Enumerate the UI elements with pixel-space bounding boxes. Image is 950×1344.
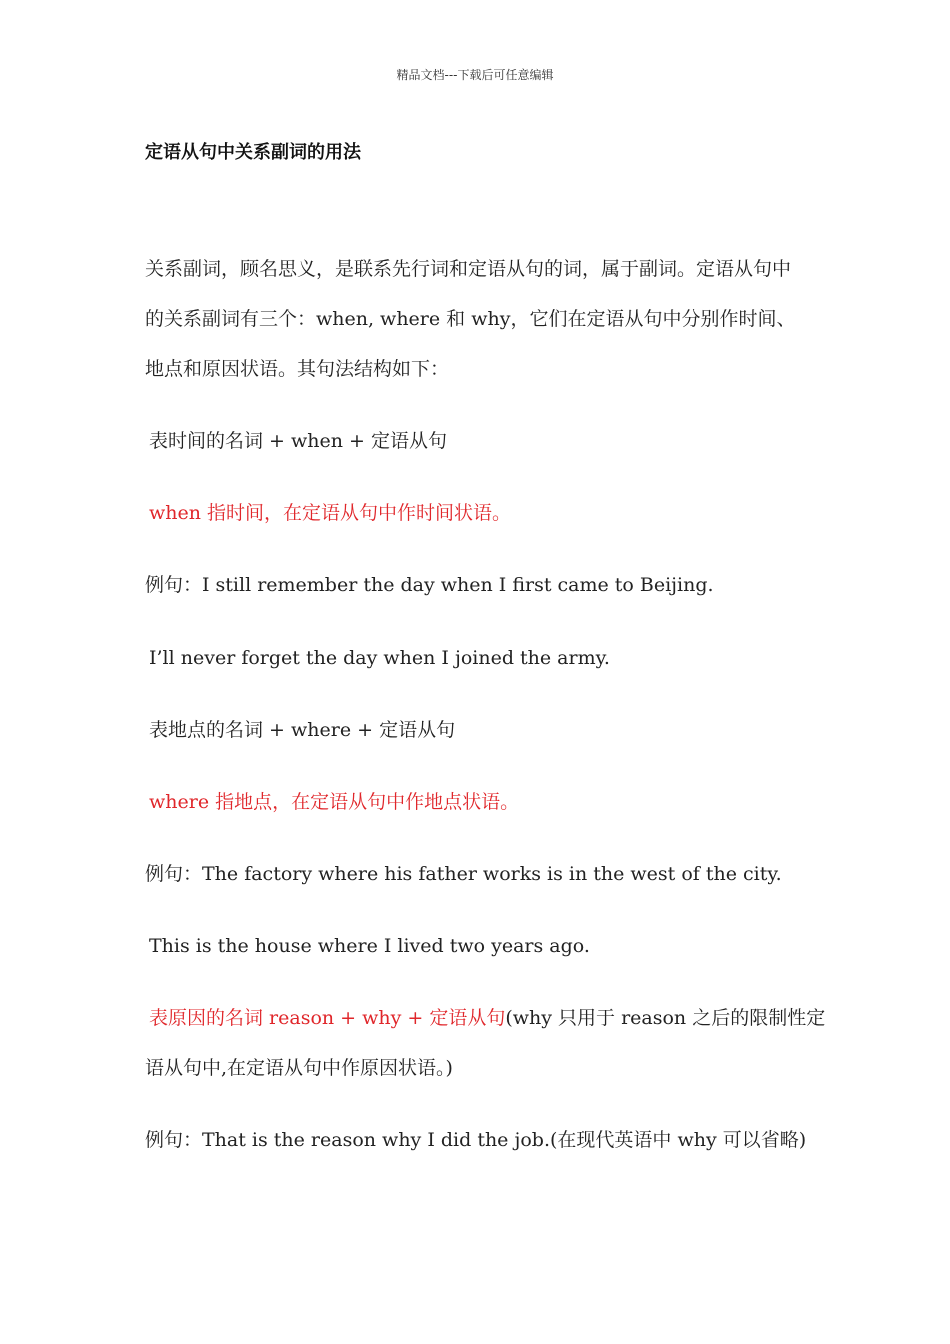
when-structure: 表时间的名词 + when + 定语从句 <box>149 430 447 452</box>
intro-line-3: 地点和原因状语。其句法结构如下： <box>145 358 450 380</box>
where-example-1: 例句：The factory where his father works is in the west of the city. <box>145 863 782 885</box>
where-note: where 指地点，在定语从句中作地点状语。 <box>149 791 520 813</box>
why-structure-highlight: 表原因的名词 reason + why + 定语从句 <box>149 1007 506 1029</box>
why-structure-continued: 语从句中,在定语从句中作原因状语。) <box>145 1057 453 1079</box>
when-note: when 指时间，在定语从句中作时间状语。 <box>149 502 512 524</box>
why-example-1: 例句：That is the reason why I did the job.(在现代英语中 why 可以省略) <box>145 1129 807 1151</box>
intro-line-1: 关系副词，顾名思义，是联系先行词和定语从句的词，属于副词。定语从句中 <box>145 258 792 280</box>
where-structure: 表地点的名词 + where + 定语从句 <box>149 719 456 741</box>
document-title: 定语从句中关系副词的用法 <box>145 142 361 163</box>
why-structure-remark: (why 只用于 reason 之后的限制性定 <box>505 1007 826 1029</box>
page-header: 精品文档---下载后可任意编辑 <box>396 68 554 82</box>
why-structure <box>149 1005 825 1031</box>
where-example-2: This is the house where I lived two years ago. <box>149 935 590 957</box>
intro-line-2: 的关系副词有三个：when, where 和 why，它们在定语从句中分别作时间、 <box>145 308 796 330</box>
when-example-1: 例句：I still remember the day when I first came to Beijing. <box>145 574 714 596</box>
when-example-2: I’ll never forget the day when I joined the army. <box>149 647 610 669</box>
